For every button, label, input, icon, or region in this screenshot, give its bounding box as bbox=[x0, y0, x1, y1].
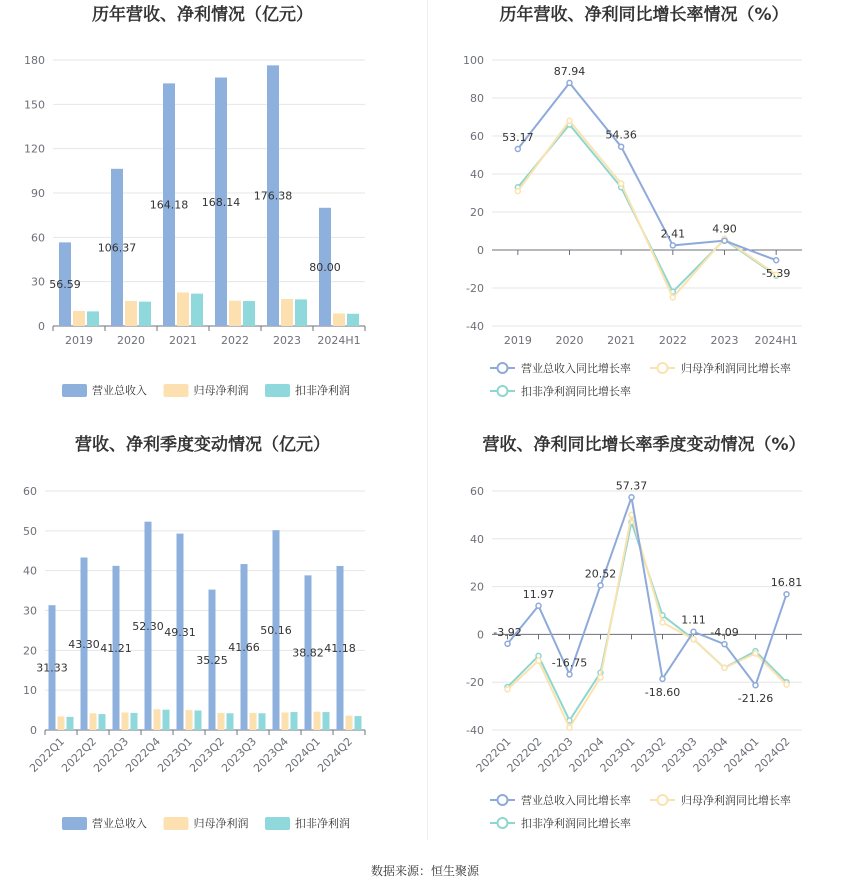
annual-growth-chart bbox=[428, 0, 850, 410]
data-point bbox=[598, 675, 603, 680]
bar-net-profit bbox=[125, 301, 137, 326]
x-tick-label: 2022Q4 bbox=[123, 734, 164, 775]
data-point bbox=[536, 603, 541, 608]
data-point bbox=[753, 683, 758, 688]
bar-deducted-profit bbox=[291, 712, 298, 730]
data-point bbox=[619, 144, 624, 149]
bar-deducted-profit bbox=[243, 301, 255, 326]
y-tick-label: 40 bbox=[470, 532, 484, 546]
y-tick-label: 60 bbox=[23, 485, 37, 498]
x-tick-label: 2022Q2 bbox=[59, 734, 100, 775]
y-tick-label: 0 bbox=[38, 320, 45, 333]
legend-swatch-marker bbox=[658, 795, 668, 805]
y-tick-label: 0 bbox=[477, 244, 484, 257]
x-tick-label: 2022Q4 bbox=[566, 734, 607, 775]
data-point bbox=[567, 118, 572, 123]
bar-net-profit bbox=[122, 712, 129, 730]
data-point bbox=[505, 687, 510, 692]
y-tick-label: 60 bbox=[470, 485, 484, 498]
data-label: -16.75 bbox=[551, 656, 588, 670]
annual-values-chart bbox=[0, 0, 425, 410]
data-point bbox=[774, 258, 779, 263]
data-label: -21.26 bbox=[737, 692, 774, 706]
bar-deducted-profit bbox=[87, 311, 99, 326]
x-tick-label: 2019 bbox=[503, 334, 532, 347]
data-label: 20.52 bbox=[584, 567, 617, 581]
data-label: 80.00 bbox=[309, 260, 341, 274]
y-tick-label: 150 bbox=[24, 98, 45, 112]
bar-net-profit bbox=[229, 301, 241, 326]
data-point bbox=[670, 243, 675, 248]
y-tick-label: 0 bbox=[30, 724, 37, 737]
data-point bbox=[536, 658, 541, 663]
data-point bbox=[660, 676, 665, 681]
legend-swatch-marker bbox=[498, 363, 508, 373]
data-label: 1.11 bbox=[681, 613, 706, 627]
bar-deducted-profit bbox=[295, 299, 307, 326]
data-point bbox=[567, 672, 572, 677]
data-point bbox=[722, 642, 727, 647]
legend-label: 扣非净利润同比增长率 bbox=[521, 817, 631, 830]
data-label: 31.33 bbox=[36, 661, 68, 675]
data-label: 54.36 bbox=[605, 128, 637, 142]
x-tick-label: 2024Q2 bbox=[315, 734, 356, 775]
data-label: 106.37 bbox=[97, 241, 137, 255]
data-point bbox=[784, 682, 789, 687]
data-point bbox=[691, 637, 696, 642]
bar-net-profit bbox=[177, 292, 189, 326]
y-tick-label: 40 bbox=[470, 168, 484, 181]
x-tick-label: 2019 bbox=[65, 334, 93, 347]
legend-swatch bbox=[265, 817, 290, 830]
chart-title: 营收、净利同比增长率季度变动情况（%） bbox=[482, 435, 806, 455]
x-tick-label: 2022Q1 bbox=[473, 734, 514, 775]
data-point bbox=[753, 651, 758, 656]
y-tick-label: 100 bbox=[463, 54, 484, 67]
chart-title: 营收、净利季度变动情况（亿元） bbox=[75, 435, 330, 455]
y-tick-label: 120 bbox=[24, 142, 45, 156]
data-label: 52.30 bbox=[132, 619, 164, 633]
data-label: 164.18 bbox=[149, 198, 189, 212]
legend-swatch-marker bbox=[498, 386, 508, 396]
bar-deducted-profit bbox=[163, 710, 170, 730]
x-tick-label: 2023Q2 bbox=[628, 734, 669, 775]
y-tick-label: 30 bbox=[31, 275, 45, 289]
data-label: 168.14 bbox=[201, 195, 241, 209]
x-tick-label: 2021 bbox=[607, 334, 636, 347]
data-label: 41.66 bbox=[228, 641, 260, 655]
bar-deducted-profit bbox=[259, 713, 266, 730]
y-tick-label: -40 bbox=[466, 724, 484, 737]
data-point bbox=[670, 295, 675, 300]
data-point bbox=[722, 238, 727, 243]
bar-net-profit bbox=[90, 713, 97, 730]
data-point bbox=[784, 592, 789, 597]
bar-deducted-profit bbox=[139, 302, 151, 326]
legend-label: 归母净利润 bbox=[193, 817, 249, 830]
legend-label: 营业总收入 bbox=[92, 817, 147, 830]
data-label: 50.16 bbox=[260, 624, 292, 638]
data-label: -18.60 bbox=[644, 685, 681, 699]
bar-net-profit bbox=[346, 716, 353, 730]
x-tick-label: 2023Q4 bbox=[251, 734, 292, 775]
legend-swatch bbox=[62, 817, 87, 830]
bar-deducted-profit bbox=[67, 717, 74, 730]
y-tick-label: 20 bbox=[470, 206, 484, 219]
data-label: 11.97 bbox=[522, 587, 555, 601]
legend-label: 归母净利润 bbox=[193, 384, 249, 397]
legend-swatch bbox=[164, 817, 189, 830]
bar-net-profit bbox=[218, 713, 225, 730]
y-tick-label: 20 bbox=[23, 644, 37, 658]
legend-label: 归母净利润同比增长率 bbox=[681, 362, 791, 375]
data-point bbox=[619, 181, 624, 186]
x-tick-label: 2022 bbox=[658, 334, 687, 347]
chart-title: 历年营收、净利同比增长率情况（%） bbox=[499, 5, 789, 25]
bar-net-profit bbox=[154, 709, 161, 730]
legend-swatch bbox=[164, 384, 189, 397]
data-point bbox=[722, 665, 727, 670]
bar-net-profit bbox=[186, 710, 193, 730]
x-tick-label: 2024H1 bbox=[754, 334, 798, 347]
y-tick-label: 50 bbox=[23, 524, 37, 538]
data-label: 176.38 bbox=[253, 189, 293, 203]
data-label: 53.17 bbox=[502, 130, 534, 144]
x-tick-label: 2023Q4 bbox=[690, 734, 731, 775]
bar-net-profit bbox=[73, 311, 85, 326]
x-tick-label: 2022 bbox=[221, 334, 249, 347]
data-label: 4.90 bbox=[712, 222, 737, 236]
bar-net-profit bbox=[282, 712, 289, 730]
bar-deducted-profit bbox=[99, 714, 106, 730]
x-tick-label: 2022Q2 bbox=[504, 734, 545, 775]
bar-net-profit bbox=[314, 712, 321, 730]
legend-label: 扣非净利润 bbox=[295, 384, 350, 397]
y-tick-label: 30 bbox=[23, 604, 37, 618]
data-point bbox=[515, 146, 520, 151]
x-tick-label: 2023 bbox=[710, 334, 739, 347]
y-tick-label: -40 bbox=[466, 320, 484, 333]
x-tick-label: 2022Q3 bbox=[535, 734, 576, 775]
data-point bbox=[515, 189, 520, 194]
data-point bbox=[567, 80, 572, 85]
data-label: 35.25 bbox=[196, 653, 228, 667]
legend-label: 扣非净利润同比增长率 bbox=[521, 385, 631, 398]
data-point bbox=[567, 725, 572, 730]
x-tick-label: 2020 bbox=[555, 334, 584, 347]
legend-label: 归母净利润同比增长率 bbox=[681, 794, 791, 807]
y-tick-label: 60 bbox=[31, 231, 45, 245]
data-label: 87.94 bbox=[553, 64, 586, 78]
x-tick-label: 2024Q2 bbox=[752, 734, 793, 775]
data-label: 38.82 bbox=[292, 646, 324, 660]
data-label: 2.41 bbox=[660, 227, 686, 241]
x-tick-label: 2020 bbox=[117, 334, 145, 347]
bar-net-profit bbox=[333, 313, 345, 326]
legend-swatch bbox=[265, 384, 290, 397]
quarterly-growth-chart bbox=[428, 428, 850, 848]
data-point bbox=[660, 620, 665, 625]
x-tick-label: 2021 bbox=[169, 334, 197, 347]
bar-net-profit bbox=[58, 716, 65, 730]
data-label: -3.92 bbox=[493, 625, 522, 639]
y-tick-label: -20 bbox=[466, 282, 484, 295]
quarterly-values-chart bbox=[0, 428, 425, 848]
x-tick-label: 2022Q3 bbox=[91, 734, 132, 775]
data-label: -5.39 bbox=[761, 267, 791, 281]
x-tick-label: 2023 bbox=[273, 334, 301, 347]
data-source-note: 数据来源：恒生聚源 bbox=[370, 864, 479, 878]
series-line-deducted-profit bbox=[518, 125, 776, 292]
data-label: 41.18 bbox=[324, 641, 356, 655]
data-point bbox=[598, 583, 603, 588]
chart-title: 历年营收、净利情况（亿元） bbox=[92, 5, 313, 25]
bar-deducted-profit bbox=[323, 712, 330, 730]
y-tick-label: 80 bbox=[470, 92, 484, 105]
data-point bbox=[629, 495, 634, 500]
legend-label: 营业总收入同比增长率 bbox=[521, 362, 631, 375]
legend-swatch-marker bbox=[658, 363, 668, 373]
bar-deducted-profit bbox=[191, 294, 203, 326]
bar-deducted-profit bbox=[355, 716, 362, 730]
data-label: 57.37 bbox=[615, 479, 648, 493]
data-label: 49.31 bbox=[164, 625, 196, 639]
legend-swatch bbox=[62, 384, 87, 397]
bar-deducted-profit bbox=[347, 314, 359, 326]
data-label: 16.81 bbox=[770, 576, 803, 590]
x-tick-label: 2024Q1 bbox=[283, 734, 324, 775]
y-tick-label: 40 bbox=[23, 564, 37, 578]
series-line-net-profit bbox=[518, 121, 776, 298]
y-tick-label: 180 bbox=[24, 54, 45, 67]
x-tick-label: 2023Q2 bbox=[187, 734, 228, 775]
x-tick-label: 2024H1 bbox=[317, 334, 361, 347]
x-tick-label: 2022Q1 bbox=[27, 734, 68, 775]
data-point bbox=[691, 629, 696, 634]
data-label: -4.09 bbox=[710, 626, 739, 640]
x-tick-label: 2023Q3 bbox=[219, 734, 260, 775]
legend-label: 营业总收入 bbox=[92, 384, 147, 397]
bar-net-profit bbox=[281, 299, 293, 326]
legend-swatch-marker bbox=[498, 795, 508, 805]
bar-deducted-profit bbox=[227, 713, 234, 730]
y-tick-label: 60 bbox=[470, 130, 484, 143]
legend-label: 扣非净利润 bbox=[295, 817, 350, 830]
x-tick-label: 2023Q1 bbox=[597, 734, 638, 775]
legend-swatch-marker bbox=[498, 818, 508, 828]
bar-deducted-profit bbox=[131, 713, 138, 730]
data-label: 41.21 bbox=[100, 641, 132, 655]
bar-deducted-profit bbox=[195, 710, 202, 730]
x-tick-label: 2023Q3 bbox=[659, 734, 700, 775]
data-label: 56.59 bbox=[49, 278, 81, 292]
y-tick-label: 20 bbox=[470, 580, 484, 594]
bar-net-profit bbox=[250, 713, 257, 730]
legend-label: 营业总收入同比增长率 bbox=[521, 794, 631, 807]
y-tick-label: 90 bbox=[31, 187, 45, 200]
y-tick-label: 0 bbox=[477, 628, 484, 642]
y-tick-label: 10 bbox=[23, 684, 37, 698]
x-tick-label: 2024Q1 bbox=[721, 734, 762, 775]
x-tick-label: 2023Q1 bbox=[155, 734, 196, 775]
series-line-revenue bbox=[518, 83, 776, 260]
data-point bbox=[505, 641, 510, 646]
y-tick-label: -20 bbox=[466, 676, 484, 690]
data-label: 43.30 bbox=[68, 637, 100, 651]
